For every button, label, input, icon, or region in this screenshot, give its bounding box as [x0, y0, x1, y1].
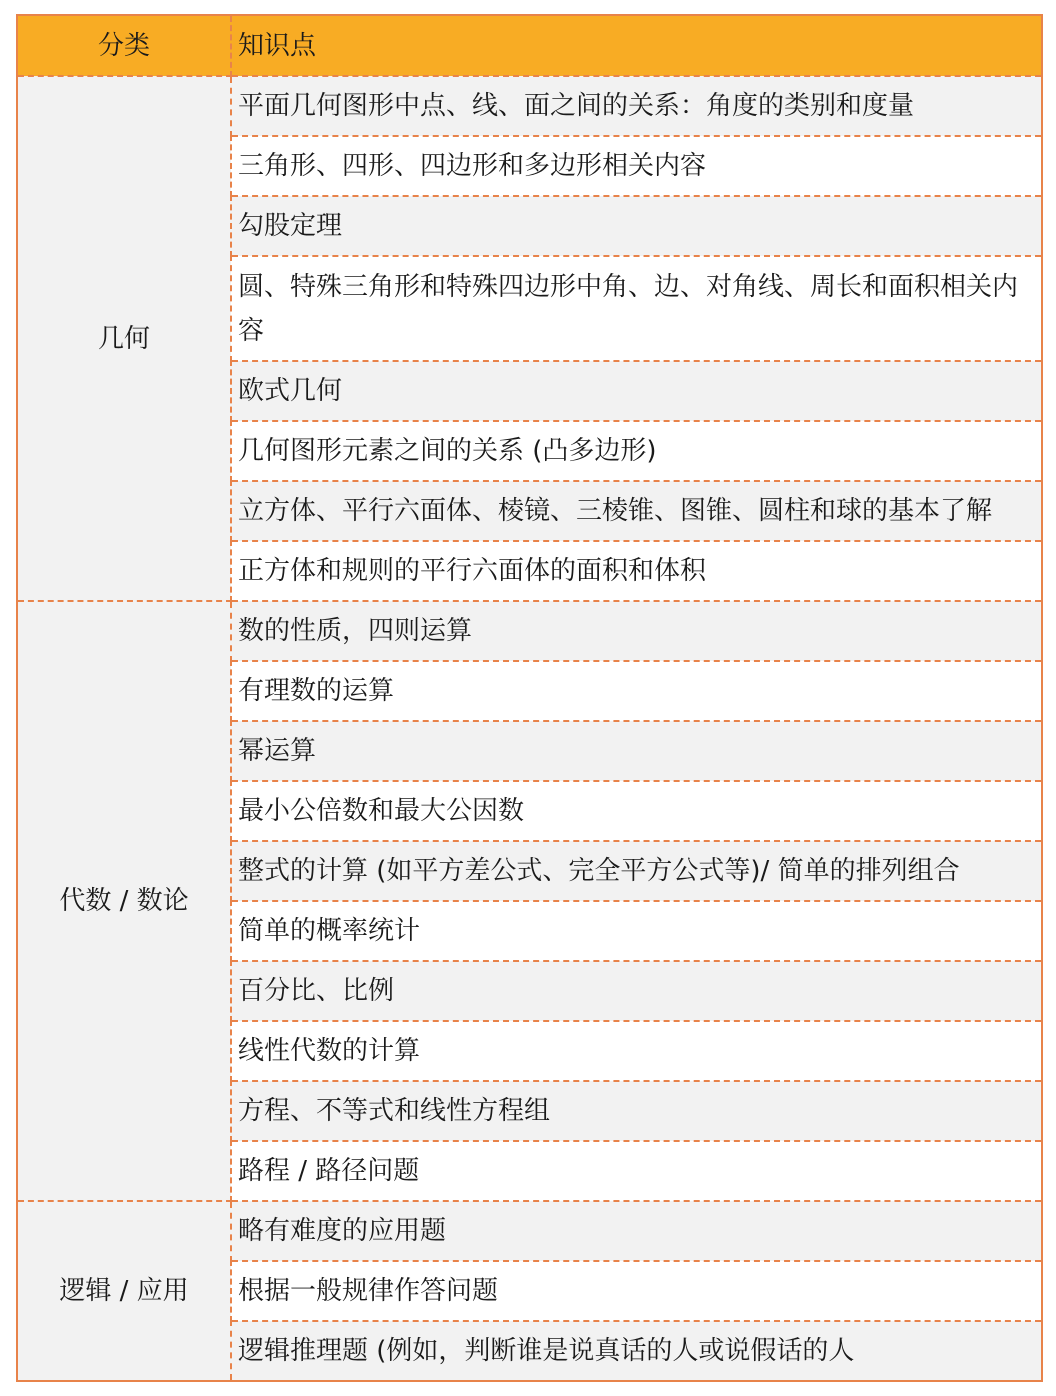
- knowledge-item: 欧式几何: [231, 361, 1042, 421]
- table-row: [17, 1201, 1042, 1261]
- knowledge-item: 有理数的运算: [231, 661, 1042, 721]
- knowledge-item: 整式的计算 (如平方差公式、完全平方公式等)/ 简单的排列组合: [231, 841, 1042, 901]
- knowledge-item: 数的性质，四则运算: [231, 601, 1042, 661]
- category-cell-logic: 逻辑 / 应用: [17, 1201, 231, 1381]
- header-category: 分类: [17, 15, 231, 76]
- header-row: [17, 15, 1042, 76]
- knowledge-item: 百分比、比例: [231, 961, 1042, 1021]
- header-knowledge: 知识点: [231, 15, 1042, 76]
- knowledge-item: 逻辑推理题 (例如，判断谁是说真话的人或说假话的人: [231, 1321, 1042, 1381]
- knowledge-item: 圆、特殊三角形和特殊四边形中角、边、对角线、周长和面积相关内容: [231, 256, 1042, 361]
- knowledge-table-container: [16, 14, 1041, 1382]
- knowledge-item: 立方体、平行六面体、棱镜、三棱锥、图锥、圆柱和球的基本了解: [231, 481, 1042, 541]
- knowledge-item: 路程 / 路径问题: [231, 1141, 1042, 1201]
- table-row: [17, 601, 1042, 661]
- category-cell-geometry: 几何: [17, 76, 231, 601]
- knowledge-item: 正方体和规则的平行六面体的面积和体积: [231, 541, 1042, 601]
- knowledge-table: [16, 14, 1043, 1382]
- knowledge-item: 幂运算: [231, 721, 1042, 781]
- table-row: [17, 76, 1042, 136]
- knowledge-item: 略有难度的应用题: [231, 1201, 1042, 1261]
- knowledge-item: 平面几何图形中点、线、面之间的关系：角度的类别和度量: [231, 76, 1042, 136]
- knowledge-item: 三角形、四形、四边形和多边形相关内容: [231, 136, 1042, 196]
- knowledge-item: 勾股定理: [231, 196, 1042, 256]
- knowledge-item: 线性代数的计算: [231, 1021, 1042, 1081]
- knowledge-item: 简单的概率统计: [231, 901, 1042, 961]
- knowledge-item: 几何图形元素之间的关系 (凸多边形): [231, 421, 1042, 481]
- knowledge-item: 方程、不等式和线性方程组: [231, 1081, 1042, 1141]
- category-cell-algebra: 代数 / 数论: [17, 601, 231, 1201]
- knowledge-item: 根据一般规律作答问题: [231, 1261, 1042, 1321]
- knowledge-item: 最小公倍数和最大公因数: [231, 781, 1042, 841]
